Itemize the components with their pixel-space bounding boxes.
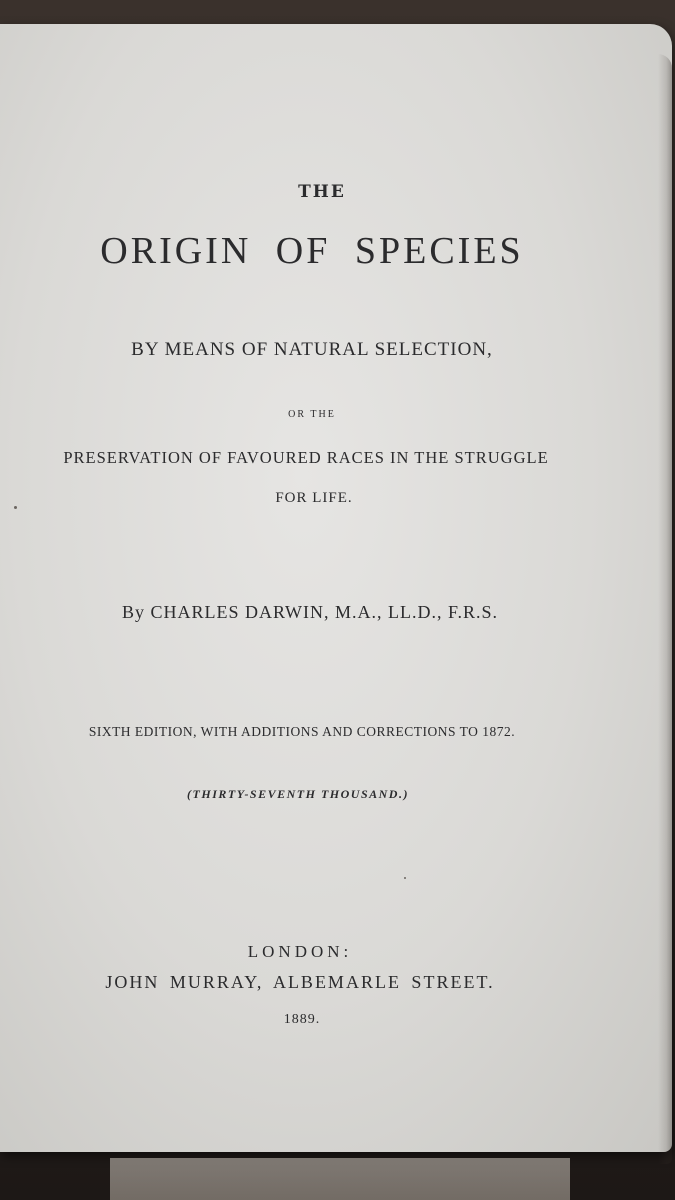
title-article: THE: [298, 182, 346, 202]
printing-line: (THIRTY-SEVENTH THOUSAND.): [187, 787, 409, 801]
imprint-year: 1889.: [283, 1012, 321, 1027]
imprint-publisher: JOHN MURRAY, ALBEMARLE STREET.: [105, 972, 495, 992]
paper-speck: [404, 877, 406, 879]
book-title-page: [0, 24, 672, 1152]
title-conjunction: OR THE: [288, 409, 336, 420]
table-surface: [110, 1158, 570, 1200]
alt-title-line-2: FOR LIFE.: [275, 490, 353, 506]
page-edge-shadow: [658, 54, 672, 1164]
book-subtitle: BY MEANS OF NATURAL SELECTION,: [131, 339, 493, 360]
author-line: By CHARLES DARWIN, M.A., LL.D., F.R.S.: [121, 602, 499, 622]
alt-title-line-1: PRESERVATION OF FAVOURED RACES IN THE STRUGGLE: [63, 448, 549, 467]
book-title: ORIGIN OF SPECIES: [100, 230, 524, 272]
imprint-city: LONDON:: [247, 942, 353, 961]
edition-line: SIXTH EDITION, WITH ADDITIONS AND CORRECTIONS TO 1872.: [88, 724, 516, 739]
